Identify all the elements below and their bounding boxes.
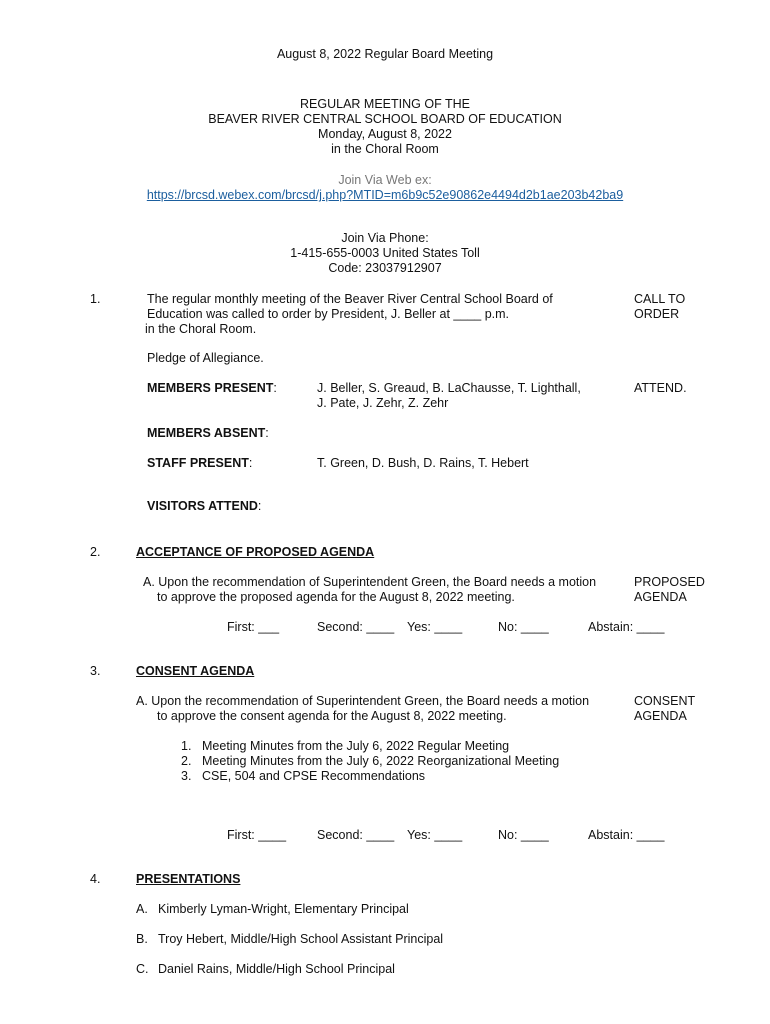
pledge-text: Pledge of Allegiance.	[147, 351, 264, 365]
vote-abstain: Abstain: ____	[588, 828, 665, 842]
vote-no: No: ____	[498, 828, 549, 842]
side-label-line: PROPOSED	[634, 575, 705, 589]
list-item-number: 3.	[181, 769, 192, 783]
entry-letter: C.	[136, 962, 149, 976]
list-item-number: 2.	[181, 754, 192, 768]
members-absent-label-text: MEMBERS ABSENT	[147, 426, 266, 440]
staff-present-label	[147, 456, 252, 471]
entry-text: Daniel Rains, Middle/High School Principal	[158, 962, 395, 976]
side-label	[634, 575, 705, 605]
label-colon: :	[265, 426, 269, 440]
section-heading: PRESENTATIONS	[136, 872, 241, 886]
heading-line: REGULAR MEETING OF THE	[300, 97, 470, 111]
item-text-line: in the Choral Room.	[145, 322, 257, 336]
item-number: 1.	[90, 292, 101, 306]
web-link-row	[0, 188, 770, 203]
attend-side-label: ATTEND.	[634, 381, 687, 395]
item-text-line: A. Upon the recommendation of Superintendent Green, the Board needs a motion	[143, 575, 597, 589]
entry-letter: A.	[136, 902, 148, 916]
web-label: Join Via Web ex:	[338, 173, 432, 187]
side-label	[634, 292, 685, 322]
list-item-number: 1.	[181, 739, 192, 753]
list-item-text: Meeting Minutes from the July 6, 2022 Reorganizational Meeting	[202, 754, 560, 768]
members-absent-label	[147, 426, 269, 441]
list-item-text: CSE, 504 and CPSE Recommendations	[202, 769, 426, 783]
visitors-label	[147, 499, 261, 514]
heading-line: BEAVER RIVER CENTRAL SCHOOL BOARD OF EDUCATION	[208, 112, 562, 126]
phone-line: 1-415-655-0003 United States Toll	[290, 246, 480, 260]
vote-yes: Yes: ____	[407, 620, 463, 634]
item-text-line: to approve the consent agenda for the August 8, 2022 meeting.	[157, 709, 507, 723]
page-title: August 8, 2022 Regular Board Meeting	[276, 47, 494, 61]
phone-line: Code: 23037912907	[328, 261, 442, 275]
label-colon: :	[257, 499, 262, 513]
item-number: 2.	[90, 545, 101, 559]
item-text-line: Education was called to order by President, J. Beller at ____ p.m.	[147, 307, 509, 321]
side-label-line: CONSENT	[634, 694, 696, 708]
members-present-value: J. Beller, S. Greaud, B. LaChausse, T. Lighthall,	[317, 381, 581, 395]
heading-line: Monday, August 8, 2022	[318, 127, 452, 141]
list-item	[181, 769, 425, 784]
phone-line: Join Via Phone:	[341, 231, 429, 245]
vote-abstain: Abstain: ____	[588, 620, 665, 634]
vote-no: No: ____	[498, 620, 549, 634]
section-heading: ACCEPTANCE OF PROPOSED AGENDA	[136, 545, 375, 559]
vote-second: Second: ____	[317, 828, 395, 842]
staff-present-label-text: STAFF PRESENT	[147, 456, 249, 470]
presentation-entry	[136, 962, 395, 977]
list-item-text: Meeting Minutes from the July 6, 2022 Regular Meeting	[202, 739, 510, 753]
members-present-value: J. Pate, J. Zehr, Z. Zehr	[317, 396, 449, 410]
item-number: 3.	[90, 664, 101, 678]
item-text-line: A. Upon the recommendation of Superintendent Green, the Board needs a motion	[136, 694, 590, 708]
item-text-line: to approve the proposed agenda for the August 8, 2022 meeting.	[157, 590, 515, 604]
list-item	[181, 739, 509, 754]
webex-link[interactable]: https://brcsd.webex.com/brcsd/j.php?MTID=m6b9c52e90862e4494d2b1ae203b42ba9	[146, 188, 624, 202]
heading-line: in the Choral Room	[331, 142, 439, 156]
presentation-entry	[136, 902, 409, 917]
staff-present-value: T. Green, D. Bush, D. Rains, T. Hebert	[317, 456, 529, 470]
vote-first: First: ___	[227, 620, 280, 634]
item-text-line: The regular monthly meeting of the Beaver River Central School Board of	[147, 292, 553, 306]
members-present-label-text: MEMBERS PRESENT	[147, 381, 274, 395]
side-label-line: CALL TO	[634, 292, 686, 306]
side-label-line: ORDER	[634, 307, 680, 321]
vote-first: First: ____	[227, 828, 287, 842]
entry-text: Troy Hebert, Middle/High School Assistant Principal	[158, 932, 444, 946]
label-colon: :	[273, 381, 277, 395]
visitors-label-text: VISITORS ATTEND	[147, 499, 258, 513]
entry-text: Kimberly Lyman-Wright, Elementary Principal	[158, 902, 409, 916]
list-item	[181, 754, 559, 769]
vote-second: Second: ____	[317, 620, 395, 634]
presentation-entry	[136, 932, 443, 947]
entry-letter: B.	[136, 932, 148, 946]
label-colon: :	[248, 456, 253, 470]
side-label-line: AGENDA	[634, 709, 687, 723]
item-number: 4.	[90, 872, 101, 886]
section-heading: CONSENT AGENDA	[136, 664, 255, 678]
side-label	[634, 694, 695, 724]
side-label-line: AGENDA	[634, 590, 687, 604]
members-present-label	[147, 381, 277, 396]
vote-yes: Yes: ____	[407, 828, 463, 842]
